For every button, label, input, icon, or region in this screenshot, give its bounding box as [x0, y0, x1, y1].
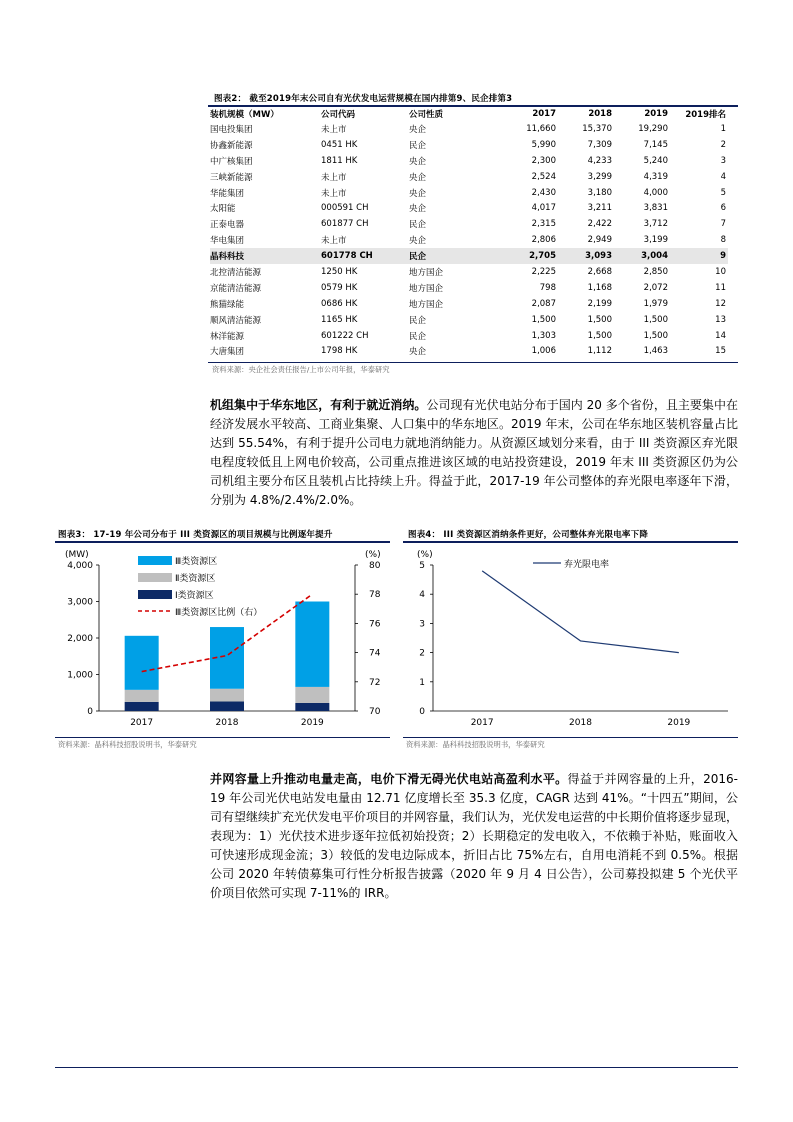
table-cell-rank: 2: [720, 139, 726, 150]
table-row: [210, 264, 728, 280]
table-cell-y2017: 2,315: [531, 219, 556, 230]
table-cell-y2018: 4,233: [587, 155, 612, 166]
table-cell-y2019: 2,072: [643, 282, 668, 293]
y-tick-label: 3: [419, 619, 425, 630]
table-cell-y2019: 19,290: [638, 123, 668, 134]
y-tick-label: 5: [419, 561, 425, 571]
col-header-2018: 2018: [588, 109, 612, 119]
table-row: [210, 248, 728, 264]
legend-swatch-class3: [138, 556, 172, 565]
table-cell-rank: 10: [715, 266, 726, 277]
table-cell-nature: 地方国企: [409, 283, 444, 294]
bar-segment-class1: [295, 703, 329, 711]
table-cell-rank: 5: [720, 187, 726, 198]
table-cell-y2018: 2,668: [587, 266, 612, 277]
table-cell-code: 601877 CH: [321, 219, 369, 230]
col-header-2019: 2019: [644, 109, 668, 119]
table-bottom-rule: [208, 362, 738, 363]
table-cell-name: 北控清洁能源: [210, 267, 262, 278]
table-row: [210, 200, 728, 216]
table-cell-name: 国电投集团: [210, 124, 253, 135]
table-row: [210, 153, 728, 169]
table-cell-y2018: 3,211: [587, 203, 612, 214]
chart3-source: 资料来源：晶科科技招股说明书，华泰研究: [58, 740, 197, 749]
table-cell-name: 顺风清洁能源: [210, 315, 262, 326]
table-cell-nature: 民企: [409, 220, 427, 231]
table-cell-rank: 14: [715, 330, 726, 341]
table-cell-name: 华电集团: [210, 236, 245, 247]
table-cell-rank: 6: [720, 203, 726, 214]
table-cell-y2017: 1,500: [531, 314, 556, 325]
table-cell-y2017: 2,087: [531, 298, 556, 309]
table-body: [210, 121, 728, 359]
table-cell-y2018: 3,299: [587, 171, 612, 182]
y-tick-label-right: 76: [369, 619, 381, 630]
table-cell-rank: 8: [720, 235, 726, 246]
table-cell-rank: 12: [715, 298, 726, 309]
paragraph-2-body: 得益于并网容量的上升，2016-19 年公司光伏电站发电量由 12.71 亿度增长至 35.3 亿度，CAGR 达到 41%。“十四五”期间，公司有望继续扩充光伏发电平价项目的并网容量，我们认为，光伏发电运营的中长期价值将逐步显现，表现为：1）光伏技术进步逐年拉低初始投资；2）长期稳定的发电收入，不依赖于补贴，账面收入可快速形成现金流；3）较低的发电边际成本，折旧占比 75%左右，自用电消耗不到 0.5%。根据公司 2020 年转债募集可行性分析报告披露（2020 年 9 月 4 日公告），公司募投拟建 5 个光伏平价项目依然可实现 7-11%的 IRR。: [210, 772, 739, 900]
table-cell-y2017: 798: [539, 282, 556, 293]
table-row: [210, 280, 728, 296]
paragraph-1-body: 公司现有光伏电站分布于国内 20 多个省份，且主要集中在经济发展水平较高、工商业集聚、人口集中的华东地区。2019 年末，公司在华东地区装机容量占比达到 55.54%，有利于提升公司电力就地消纳能力。从资源区域划分来看，由于 III 类资源区弃光限电程度较低且上网电价较高，公司重点推进该区域的电站投资建设，2019 年末 III 类资源区仍为公司机组主要分布区且装机占比持续上升。得益于此，2017-19 年公司整体的弃光限电率逐年下滑，分别为 4.8%/2.4%/2.0%。: [210, 398, 738, 507]
table-cell-nature: 央企: [409, 188, 427, 199]
table-cell-name: 太阳能: [210, 204, 236, 215]
table-cell-y2019: 3,199: [643, 235, 668, 246]
table-cell-nature: 民企: [409, 140, 427, 151]
table-cell-rank: 15: [715, 346, 726, 357]
table-cell-y2017: 2,430: [531, 187, 556, 198]
table-cell-code: 0686 HK: [321, 298, 358, 309]
x-tick-label: 2018: [215, 718, 239, 728]
legend-label-ratio: Ⅲ类资源区比例（右）: [175, 608, 263, 618]
table-cell-nature: 央企: [409, 156, 427, 167]
chart4-left-unit: (%): [417, 550, 433, 560]
table-cell-rank: 1: [720, 123, 726, 134]
y-tick-label-right: 70: [369, 707, 381, 717]
table-cell-y2019: 7,145: [643, 139, 668, 150]
table-cell-nature: 民企: [409, 331, 427, 342]
table-cell-code: 1250 HK: [321, 266, 358, 277]
y-tick-label-right: 78: [369, 590, 381, 601]
table-cell-y2019: 1,500: [643, 314, 668, 325]
chart3-title: 图表3： 17-19 年公司分布于 III 类资源区的项目规模与比例逐年提升: [58, 530, 333, 540]
table-cell-rank: 9: [668, 248, 728, 264]
paragraph-1-heading: 机组集中于华东地区，有利于就近消纳。: [210, 398, 427, 412]
table-cell-y2018: 1,500: [587, 314, 612, 325]
table-cell-nature: 民企: [409, 315, 427, 326]
table-cell-code: 1798 HK: [321, 346, 358, 357]
legend-swatch-class2: [138, 573, 172, 582]
table-cell-y2018: 1,112: [587, 346, 612, 357]
table-cell-code: 未上市: [321, 124, 347, 135]
y-tick-label-left: 2,000: [67, 634, 93, 644]
table-cell-name: 华能集团: [210, 188, 245, 199]
table-cell-y2018: 7,309: [587, 139, 612, 150]
table-cell-y2017: 1,006: [531, 346, 556, 357]
col-header-code: 公司代码: [321, 110, 356, 120]
table-cell-y2017: 5,990: [531, 139, 556, 150]
y-tick-label-left: 3,000: [67, 597, 93, 608]
table-cell-nature: 央企: [409, 172, 427, 183]
bar-segment-class1: [210, 702, 244, 711]
chart3-legend: [138, 555, 262, 618]
table-row: [210, 328, 728, 344]
table-cell-nature: 央企: [409, 347, 427, 358]
table-cell-y2017: 2,524: [531, 171, 556, 182]
table-cell-rank: 7: [720, 219, 726, 230]
table-cell-y2017: 2,705: [500, 248, 556, 264]
table-cell-name: 协鑫新能源: [210, 140, 253, 151]
bar-segment-class1: [125, 702, 159, 711]
table-cell-rank: 11: [715, 282, 726, 293]
chart4-bottom-rule: [403, 737, 738, 738]
table-cell-y2017: 2,225: [531, 266, 556, 277]
table-cell-y2019: 3,712: [643, 219, 668, 230]
col-header-nature: 公司性质: [409, 110, 444, 120]
table-cell-y2019: 3,831: [643, 203, 668, 214]
x-tick-label: 2018: [569, 718, 592, 728]
table-cell-y2018: 2,199: [587, 298, 612, 309]
table-cell-y2018: 15,370: [582, 123, 612, 134]
bar-segment-class2: [295, 687, 329, 703]
y-tick-label-right: 80: [369, 561, 381, 571]
chart4-title: 图表4： III 类资源区消纳条件更好，公司整体弃光限电率下降: [408, 530, 649, 540]
table-cell-code: 未上市: [321, 172, 347, 183]
bar-segment-class3: [295, 602, 329, 687]
table-cell-y2018: 1,500: [587, 330, 612, 341]
table-cell-y2019: 2,850: [643, 266, 668, 277]
table-cell-code: 601222 CH: [321, 330, 369, 341]
bar-segment-class3: [125, 636, 159, 690]
table-cell-y2019: 3,004: [612, 248, 668, 264]
x-tick-label: 2019: [300, 718, 324, 728]
table-cell-y2018: 2,422: [587, 219, 612, 230]
table-cell-y2017: 2,806: [531, 235, 556, 246]
table-cell-nature: 民企: [409, 248, 500, 264]
table-cell-code: 601778 CH: [321, 248, 409, 264]
table-row: [210, 296, 728, 312]
y-tick-label-left: 4,000: [67, 561, 93, 571]
table-cell-y2018: 1,168: [587, 282, 612, 293]
table-cell-nature: 地方国企: [409, 299, 444, 310]
y-tick-label: 0: [419, 707, 425, 717]
paragraph-2-heading: 并网容量上升推动电量走高，电价下滑无碍光伏电站高盈利水平。: [210, 772, 568, 786]
table-cell-code: 未上市: [321, 188, 347, 199]
table-cell-name: 大唐集团: [210, 347, 245, 358]
table-cell-code: 000591 CH: [321, 203, 369, 214]
table-cell-name: 晶科科技: [210, 248, 321, 264]
table-row: [210, 185, 728, 201]
bar-segment-class2: [125, 690, 159, 702]
table-cell-name: 三峡新能源: [210, 172, 253, 183]
curtailment-line: [482, 571, 679, 653]
x-tick-label: 2017: [130, 718, 154, 728]
y-tick-label-right: 72: [369, 677, 381, 688]
y-tick-label: 1: [419, 677, 425, 688]
table-header-row: [210, 107, 728, 121]
table-cell-code: 1811 HK: [321, 155, 358, 166]
table-cell-y2017: 2,300: [531, 155, 556, 166]
table-cell-y2019: 4,000: [643, 187, 668, 198]
table-cell-name: 中广核集团: [210, 156, 253, 167]
y-tick-label-left: 1,000: [67, 670, 93, 681]
legend-label-class3: Ⅲ类资源区: [175, 557, 218, 567]
table-cell-code: 0451 HK: [321, 139, 358, 150]
table-row: [210, 312, 728, 328]
table-cell-y2018: 2,949: [587, 235, 612, 246]
table-row: [210, 216, 728, 232]
table-cell-name: 熊猫绿能: [210, 299, 245, 310]
table-cell-y2019: 1,979: [643, 298, 668, 309]
table-cell-code: 1165 HK: [321, 314, 358, 325]
table-cell-y2019: 4,319: [643, 171, 668, 182]
x-tick-label: 2019: [667, 718, 691, 728]
table-row: [210, 121, 728, 137]
table-row: [210, 137, 728, 153]
col-header-rank: 2019排名: [685, 110, 726, 120]
table-cell-y2017: 4,017: [531, 203, 556, 214]
table-cell-name: 正泰电器: [210, 220, 245, 231]
table-cell-y2018: 3,180: [587, 187, 612, 198]
paragraph-1: [210, 396, 738, 510]
table-cell-code: 0579 HK: [321, 282, 358, 293]
y-tick-label: 4: [419, 590, 425, 601]
y-tick-label-right: 74: [369, 648, 381, 659]
table-cell-name: 林洋能源: [210, 331, 245, 342]
table-row: [210, 169, 728, 185]
table-cell-y2017: 11,660: [526, 123, 556, 134]
table-cell-rank: 4: [720, 171, 726, 182]
table-cell-y2019: 1,500: [643, 330, 668, 341]
chart4-legend: [533, 558, 609, 570]
table-cell-name: 京能清洁能源: [210, 283, 262, 294]
table-cell-y2019: 1,463: [643, 346, 668, 357]
ranking-table: [210, 107, 728, 359]
legend-label-class2: Ⅱ类资源区: [175, 574, 216, 584]
table-cell-nature: 央企: [409, 236, 427, 247]
x-tick-label: 2017: [470, 718, 494, 728]
table-cell-code: 未上市: [321, 236, 347, 247]
footer-rule: [55, 1067, 738, 1068]
chart3-left-unit: (MW): [65, 550, 89, 560]
chart3-right-unit: (%): [365, 550, 381, 560]
table-cell-y2019: 5,240: [643, 155, 668, 166]
y-tick-label: 2: [419, 648, 425, 659]
table-row: [210, 232, 728, 248]
paragraph-2: [210, 770, 738, 903]
legend-label-curtailment: 弃光限电率: [564, 560, 610, 570]
col-header-capacity: 装机规模（MW）: [210, 110, 279, 120]
chart4: [403, 543, 738, 735]
chart4-source: 资料来源：晶科科技招股说明书，华泰研究: [406, 740, 545, 749]
chart3: [55, 543, 390, 735]
legend-swatch-class1: [138, 590, 172, 599]
table-source: 资料来源：央企社会责任报告/上市公司年报，华泰研究: [212, 365, 390, 374]
table-cell-nature: 央企: [409, 204, 427, 215]
col-header-2017: 2017: [532, 109, 556, 119]
table-cell-y2018: 3,093: [556, 248, 612, 264]
table-cell-nature: 地方国企: [409, 267, 444, 278]
table-row: [210, 343, 728, 359]
table-title: 图表2： 截至2019年末公司自有光伏发电运营规模在国内排第9、民企排第3: [214, 94, 513, 104]
table-cell-rank: 3: [720, 155, 726, 166]
legend-label-class1: Ⅰ类资源区: [175, 591, 214, 601]
table-cell-y2017: 1,303: [531, 330, 556, 341]
chart3-bottom-rule: [55, 737, 390, 738]
y-tick-label-left: 0: [87, 707, 93, 717]
table-cell-rank: 13: [715, 314, 726, 325]
bar-segment-class2: [210, 689, 244, 702]
table-cell-nature: 央企: [409, 124, 427, 135]
